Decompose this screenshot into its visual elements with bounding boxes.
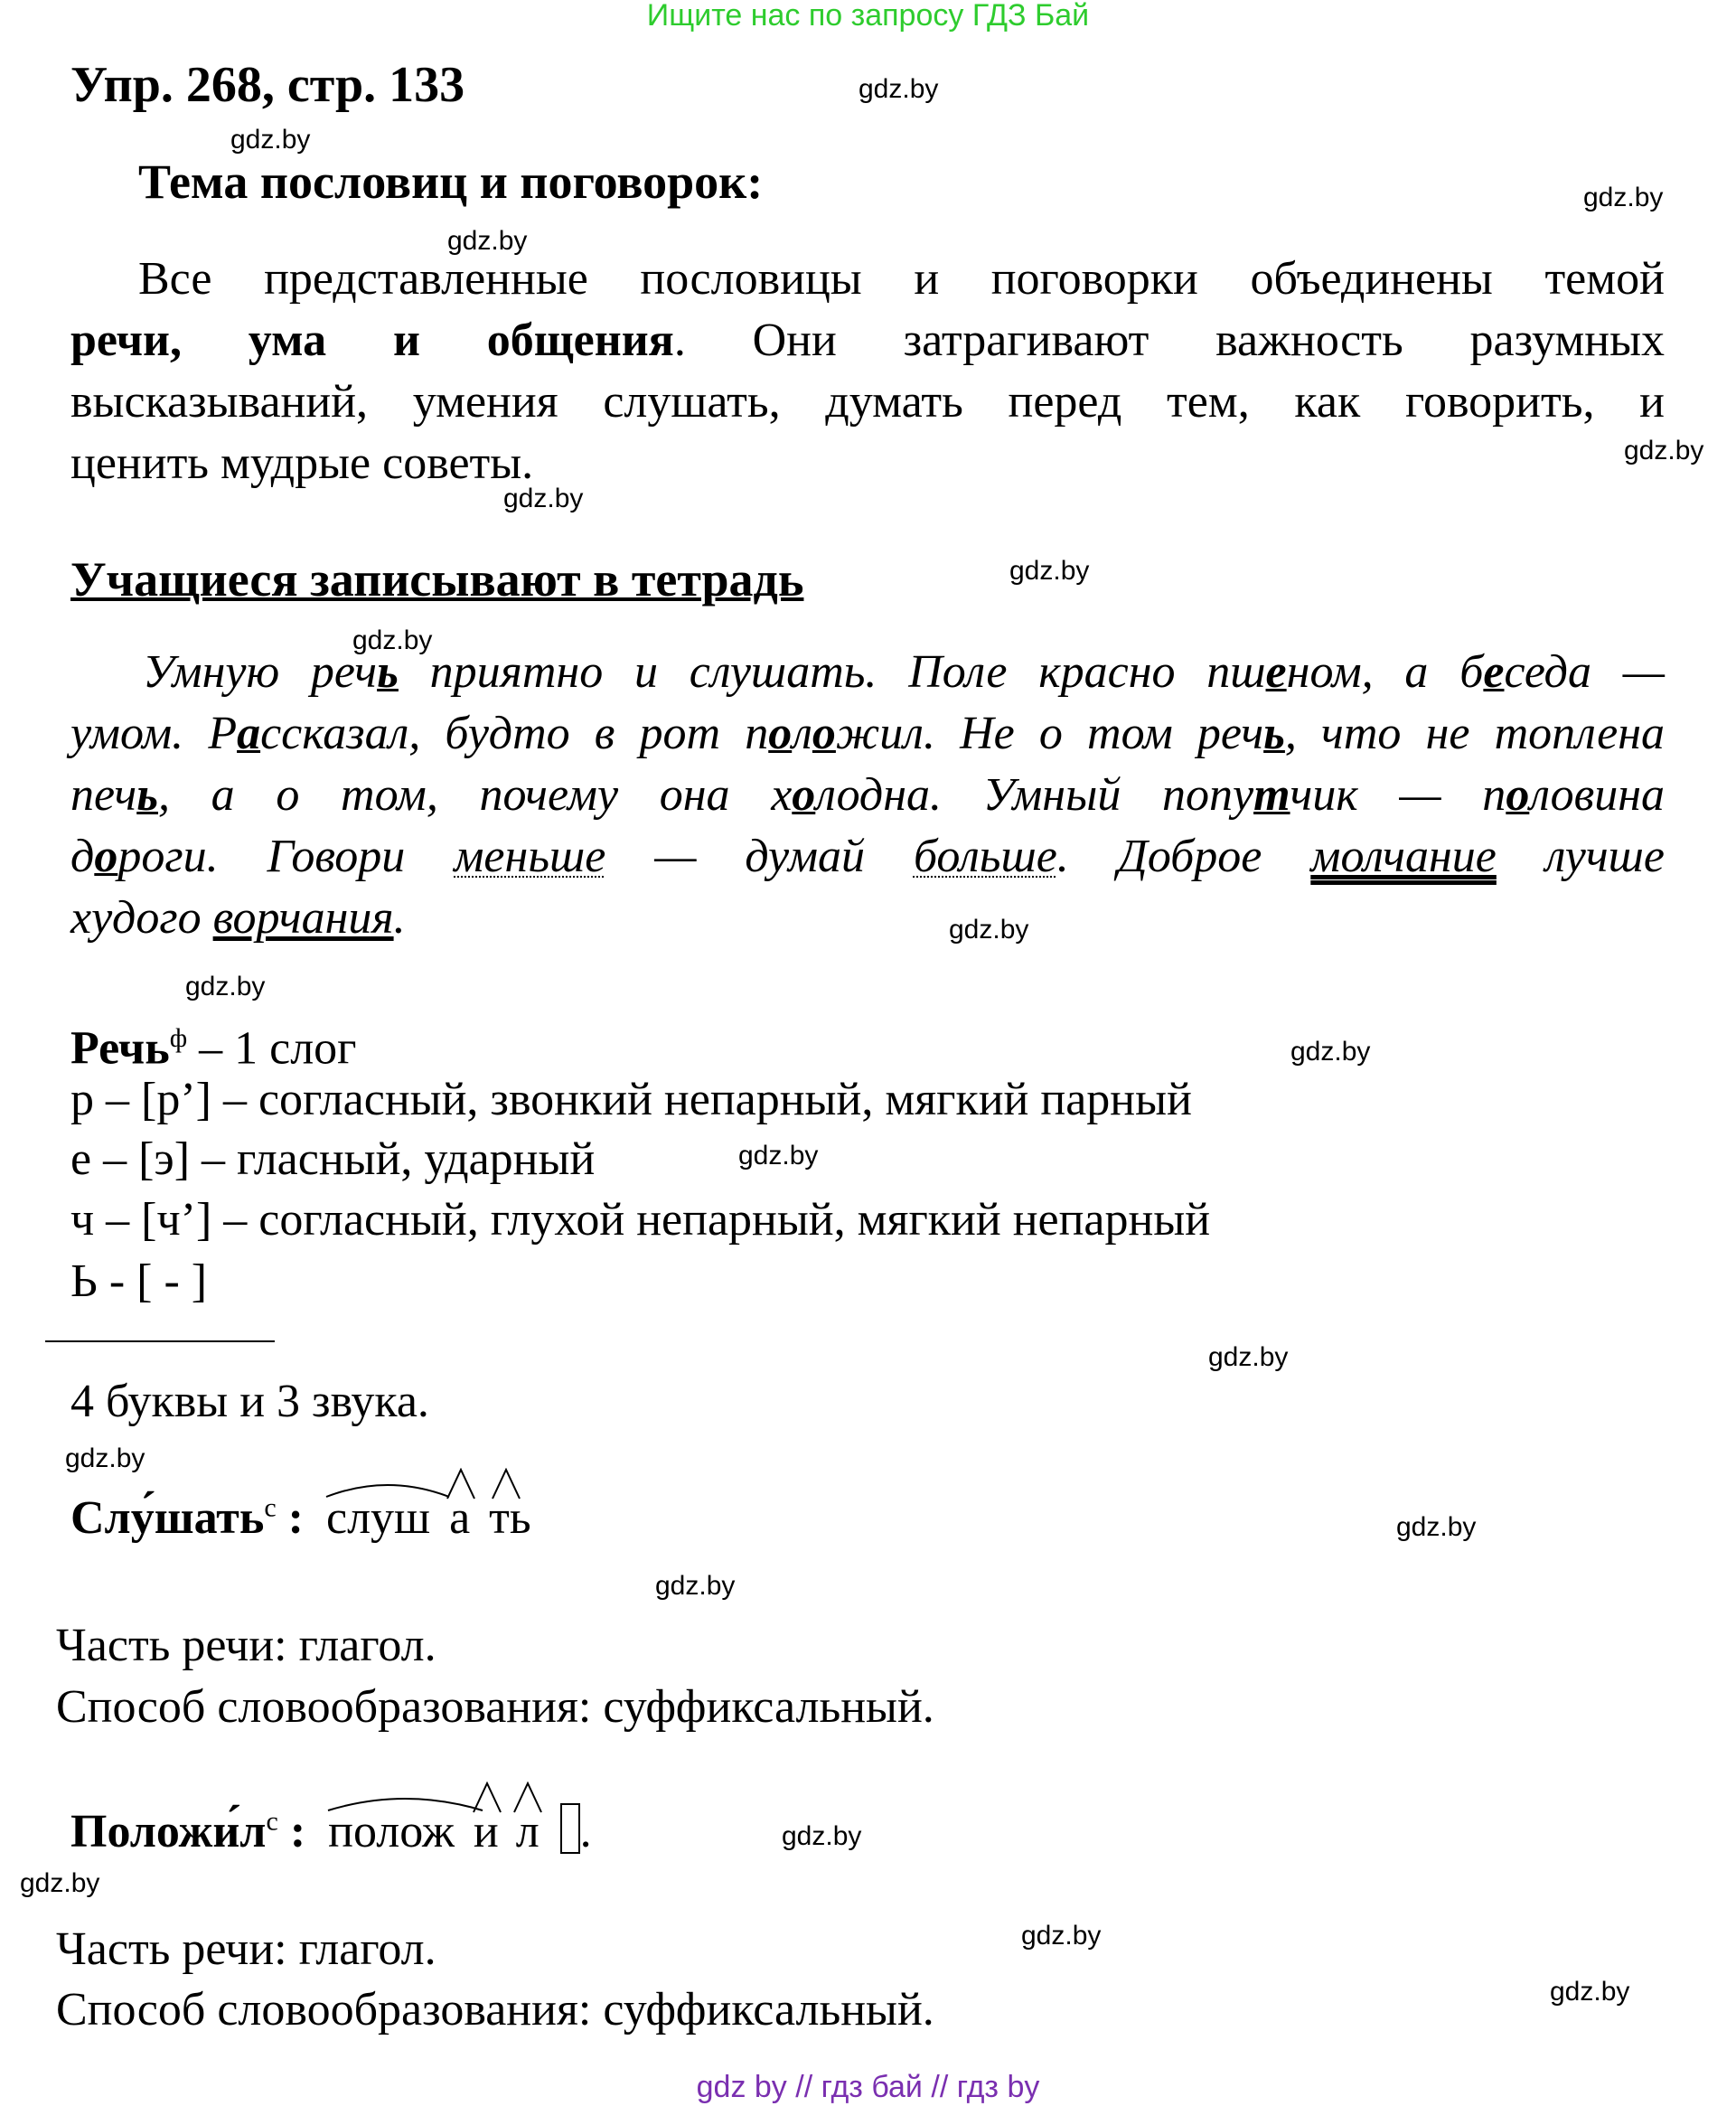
divider bbox=[45, 1340, 275, 1342]
watermark: gdz.by bbox=[1290, 1037, 1371, 1067]
watermark: gdz.by bbox=[230, 125, 311, 155]
watermark: gdz.by bbox=[503, 484, 584, 513]
root-arc bbox=[326, 1792, 484, 1812]
morphemic-analysis-1: Слу́шать$^с$ : слуш а ть bbox=[70, 1491, 531, 1545]
watermark: gdz.by bbox=[859, 74, 939, 104]
watermark: gdz.by bbox=[655, 1571, 736, 1601]
proverb-line: худого ворчания. bbox=[70, 892, 406, 944]
suffix: и bbox=[474, 1805, 499, 1858]
watermark: gdz.by bbox=[447, 226, 528, 256]
watermark: gdz.by bbox=[352, 625, 433, 655]
watermark: gdz.by bbox=[1583, 183, 1664, 212]
top-banner: Ищите нас по запросу ГДЗ Бай bbox=[646, 0, 1090, 33]
phonetic-line-r: р – [р’] – согласный, звонкий непарный, мягкий парный bbox=[70, 1074, 1192, 1125]
bold-phrase: речи, ума и общения bbox=[70, 315, 674, 366]
watermark: gdz.by bbox=[782, 1821, 862, 1851]
part-of-speech-2: Часть речи: глагол. bbox=[56, 1923, 436, 1975]
watermark: gdz.by bbox=[1021, 1921, 1102, 1951]
morphemic-analysis-2: $Положи́л^с$ : полож и л . bbox=[70, 1803, 592, 1858]
watermark: gdz.by bbox=[65, 1443, 145, 1473]
suffix: л bbox=[516, 1805, 540, 1858]
watermark: gdz.by bbox=[738, 1141, 819, 1171]
proverb-line: дороги. Говори меньше — думай больше. Доброе молчание лучше bbox=[70, 831, 1666, 882]
ending: ть bbox=[489, 1491, 530, 1545]
proverb-line: Умную речь приятно и слушать. Поле красно пшеном, а беседа — bbox=[143, 646, 1665, 698]
phonetic-summary: 4 буквы и 3 звука. bbox=[70, 1376, 429, 1427]
topic-heading: Тема пословиц и поговорок: bbox=[138, 155, 764, 209]
paragraph-line: Все представленные пословицы и поговорки объединены темой bbox=[138, 253, 1665, 305]
watermark: gdz.by bbox=[1550, 1977, 1630, 2007]
proverbs-paragraph bbox=[70, 642, 1665, 949]
root: полож bbox=[328, 1805, 455, 1858]
analysed-word: Положи́л bbox=[70, 1806, 267, 1857]
topic-paragraph bbox=[70, 249, 1665, 494]
watermark: gdz.by bbox=[1396, 1512, 1477, 1542]
paragraph-text: . Они затрагивают важность разумных bbox=[673, 315, 1666, 366]
root-arc bbox=[324, 1479, 451, 1499]
suffix-mark bbox=[491, 1468, 521, 1500]
watermark: gdz.by bbox=[1624, 436, 1704, 465]
watermark: gdz.by bbox=[185, 972, 266, 1001]
zero-ending bbox=[560, 1803, 580, 1854]
watermark: gdz.by bbox=[20, 1868, 100, 1898]
suffix-mark bbox=[446, 1468, 476, 1500]
footer-links: gdz by // гдз бай // гдз by bbox=[696, 2070, 1040, 2104]
suffix-mark bbox=[472, 1782, 502, 1814]
watermark: gdz.by bbox=[949, 915, 1029, 945]
watermark: gdz.by bbox=[1009, 556, 1090, 586]
formation-method-1: Способ словообразования: суффиксальный. bbox=[56, 1681, 934, 1733]
phonetic-line-e: е – [э] – гласный, ударный bbox=[70, 1133, 596, 1185]
phonetic-line-soft: Ь - [ - ] bbox=[70, 1255, 208, 1307]
paragraph-line: высказываний, умения слушать, думать перед тем, как говорить, и bbox=[70, 376, 1665, 428]
paragraph-line bbox=[70, 310, 1665, 371]
phonetic-line-ch: ч – [ч’] – согласный, глухой непарный, мягкий непарный bbox=[70, 1194, 1211, 1246]
notebook-heading: Учащиеся записывают в тетрадь bbox=[70, 552, 804, 606]
phonetic-header: Речь$^ф$ – 1 слог bbox=[70, 1022, 357, 1075]
proverb-line: умом. Рассказал, будто в рот положил. Не о том речь, что не топлена bbox=[70, 708, 1665, 759]
root: слуш bbox=[326, 1491, 430, 1545]
page-title: Упр. 268, стр. 133 bbox=[70, 57, 465, 113]
analysed-word: Слу́шать bbox=[70, 1492, 265, 1544]
proverb-line: печь, а о том, почему она холодна. Умный попутчик — половина bbox=[70, 769, 1665, 821]
formation-method-2: Способ словообразования: суффиксальный. bbox=[56, 1984, 934, 2035]
suffix-mark bbox=[512, 1782, 543, 1814]
suffix: а bbox=[449, 1491, 470, 1545]
watermark: gdz.by bbox=[1208, 1342, 1289, 1372]
paragraph-line: ценить мудрые советы. bbox=[70, 437, 534, 489]
part-of-speech-1: Часть речи: глагол. bbox=[56, 1620, 436, 1671]
